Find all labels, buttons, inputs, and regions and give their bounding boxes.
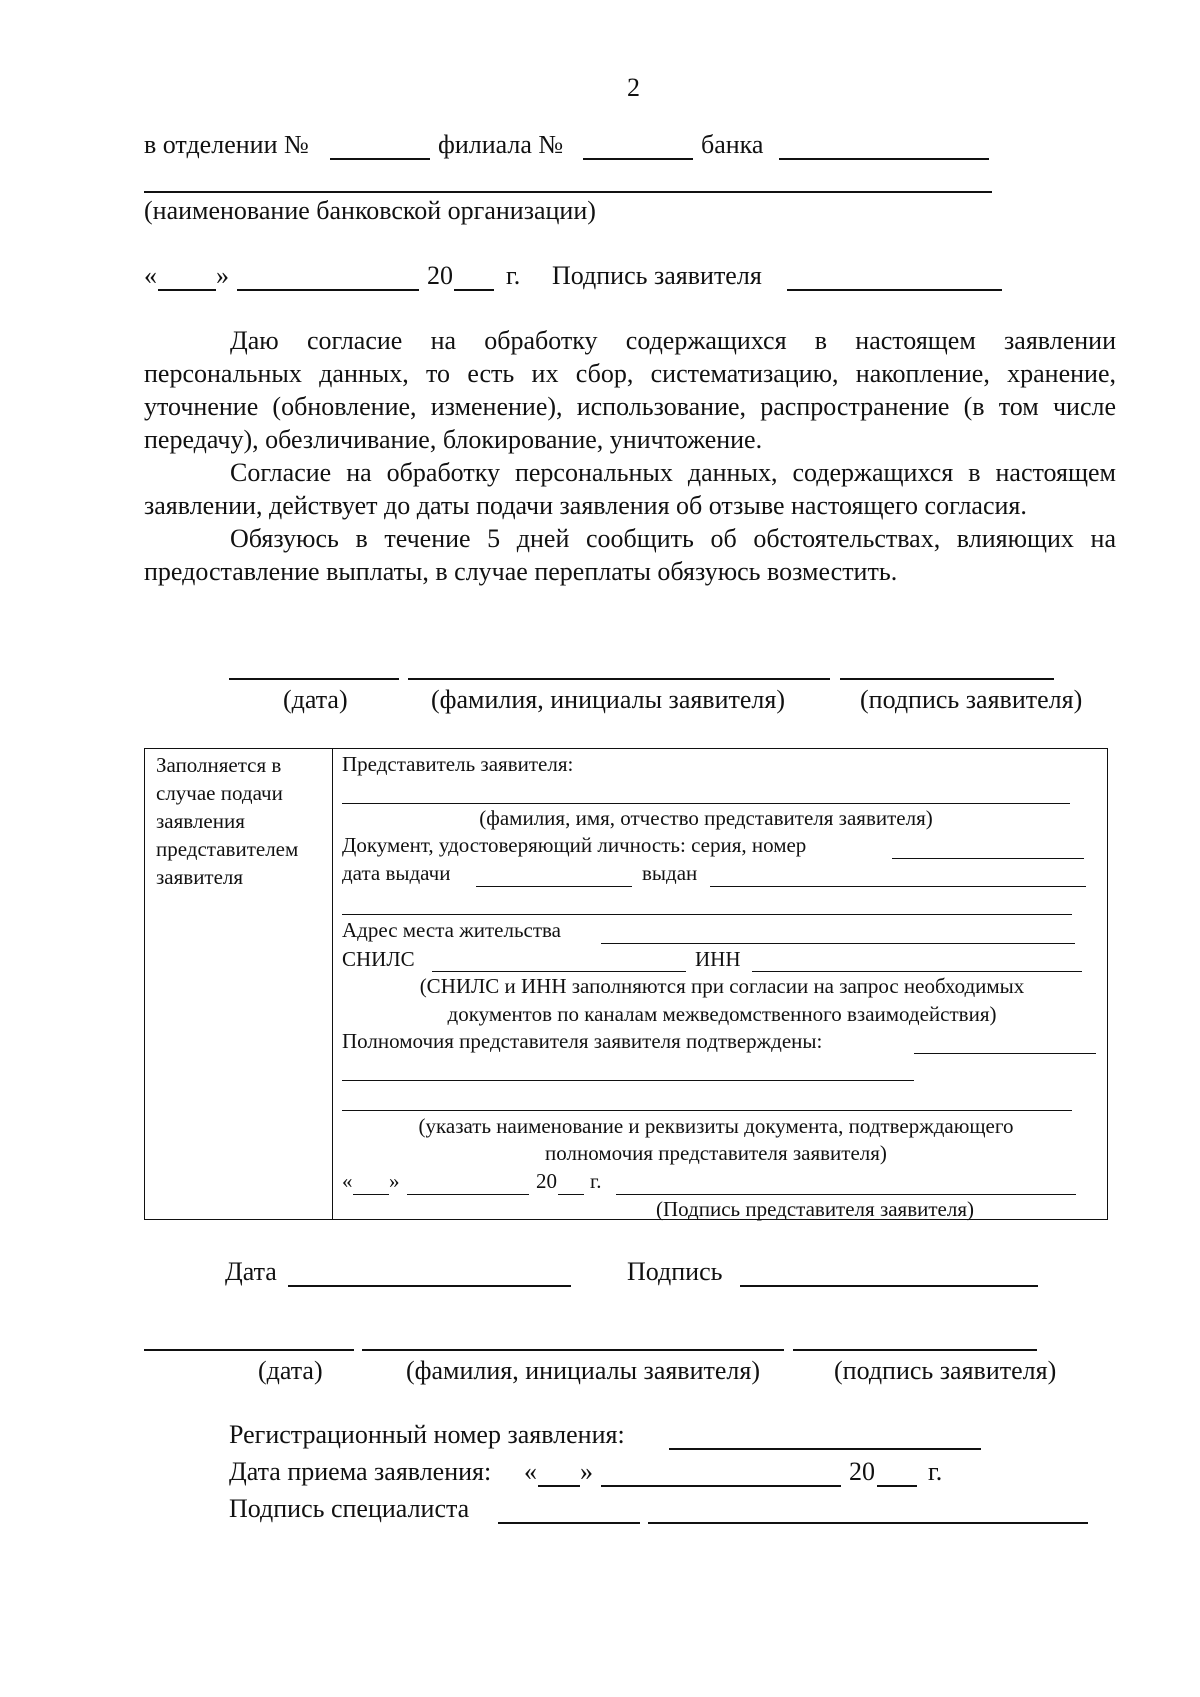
specialist-signature-field[interactable] xyxy=(498,1522,640,1524)
snils-note-line-2: документов по каналам межведомственного взаимодействия) xyxy=(447,1002,997,1026)
box-day-field[interactable] xyxy=(353,1194,389,1195)
box-left-line-5: заявителя xyxy=(156,865,244,889)
doc-caption-line-2: полномочия представителя заявителя) xyxy=(545,1141,887,1165)
receipt-date-label: Дата приема заявления: xyxy=(229,1457,492,1486)
issued-by-label: выдан xyxy=(642,861,698,885)
snils-field[interactable] xyxy=(432,971,686,972)
name-caption-2: (фамилия, инициалы заявителя) xyxy=(406,1356,760,1385)
authority-label: Полномочия представителя заявителя подтверждены: xyxy=(342,1029,823,1053)
bank-organization-caption: (наименование банковской организации) xyxy=(144,196,596,225)
name-line-2[interactable] xyxy=(362,1349,784,1351)
box-year-suffix: г. xyxy=(590,1169,602,1193)
address-label: Адрес места жительства xyxy=(342,918,561,942)
receipt-year-prefix: 20 xyxy=(849,1457,875,1486)
box-year-prefix: 20 xyxy=(536,1169,557,1193)
close-quote: » xyxy=(216,261,229,290)
doc-caption-line-1: (указать наименование и реквизиты документа, подтверждающего xyxy=(418,1114,1014,1138)
inn-label: ИНН xyxy=(695,947,741,971)
signature-label: Подпись xyxy=(627,1257,723,1286)
date-field[interactable] xyxy=(288,1285,571,1287)
issue-date-label: дата выдачи xyxy=(342,861,451,885)
representative-signature-caption: (Подпись представителя заявителя) xyxy=(656,1197,975,1221)
page-number: 2 xyxy=(627,73,640,102)
consent-paragraph-3: Обязуюсь в течение 5 дней сообщить об обстоятельствах, влияющих на предоставление выплаты, в случае переплаты обязуюсь возместить. xyxy=(144,524,1116,586)
filial-number-field[interactable] xyxy=(583,158,693,160)
date-caption-2: (дата) xyxy=(258,1356,323,1385)
snils-note-line-1: (СНИЛС и ИНН заполняются при согласии на запрос необходимых xyxy=(419,974,1025,998)
applicant-signature-field[interactable] xyxy=(787,289,1002,291)
consent-text xyxy=(144,324,1116,588)
receipt-close-quote: » xyxy=(580,1457,593,1486)
name-caption-1: (фамилия, инициалы заявителя) xyxy=(431,685,785,714)
receipt-year-field[interactable] xyxy=(877,1485,917,1487)
branch-number-field[interactable] xyxy=(330,158,430,160)
address-field[interactable] xyxy=(601,943,1075,944)
representative-fio-field[interactable] xyxy=(342,803,1070,804)
box-divider xyxy=(332,749,333,1219)
year-field[interactable] xyxy=(454,289,494,291)
authority-field[interactable] xyxy=(914,1053,1096,1054)
bank-label: банка xyxy=(701,130,764,159)
box-left-label xyxy=(156,751,298,891)
specialist-signature-label: Подпись специалиста xyxy=(229,1494,470,1523)
date-label: Дата xyxy=(225,1257,277,1286)
box-left-line-1: Заполняется в xyxy=(156,753,282,777)
date-line-2[interactable] xyxy=(144,1349,354,1351)
authority-field-2[interactable] xyxy=(342,1080,914,1081)
signature-caption-2: (подпись заявителя) xyxy=(834,1356,1057,1385)
id-document-label: Документ, удостоверяющий личность: серия, номер xyxy=(342,833,807,857)
bank-organization-field[interactable] xyxy=(144,191,992,193)
id-document-field[interactable] xyxy=(892,858,1084,859)
box-close-quote: » xyxy=(389,1169,400,1193)
box-year-field[interactable] xyxy=(558,1194,584,1195)
inn-field[interactable] xyxy=(752,971,1082,972)
receipt-month-field[interactable] xyxy=(601,1485,841,1487)
branch-label: в отделении № xyxy=(144,130,309,159)
consent-paragraph-2: Согласие на обработку персональных данных, содержащихся в настоящем заявлении, действует до даты подачи заявления об отзыве настоящего согласия. xyxy=(144,458,1116,520)
representative-signature-field[interactable] xyxy=(616,1194,1076,1195)
day-field[interactable] xyxy=(158,289,216,291)
signature-line-1[interactable] xyxy=(840,678,1054,680)
box-open-quote: « xyxy=(342,1169,353,1193)
issued-by-field[interactable] xyxy=(710,886,1086,887)
applicant-signature-label: Подпись заявителя xyxy=(552,261,762,290)
year-prefix: 20 xyxy=(427,261,453,290)
receipt-year-suffix: г. xyxy=(928,1457,943,1486)
signature-field[interactable] xyxy=(740,1285,1038,1287)
issued-by-field-2[interactable] xyxy=(342,914,1072,915)
open-quote: « xyxy=(144,261,157,290)
authority-document-field[interactable] xyxy=(342,1110,1072,1111)
signature-line-2[interactable] xyxy=(793,1349,1037,1351)
date-caption-1: (дата) xyxy=(283,685,348,714)
specialist-name-field[interactable] xyxy=(648,1522,1088,1524)
box-month-field[interactable] xyxy=(407,1194,529,1195)
box-left-line-4: представителем xyxy=(156,837,299,861)
representative-fio-caption: (фамилия, имя, отчество представителя заявителя) xyxy=(479,806,933,830)
receipt-open-quote: « xyxy=(524,1457,537,1486)
issue-date-field[interactable] xyxy=(476,886,632,887)
month-field[interactable] xyxy=(237,289,419,291)
receipt-day-field[interactable] xyxy=(538,1485,580,1487)
signature-caption-1: (подпись заявителя) xyxy=(860,685,1083,714)
reg-number-field[interactable] xyxy=(669,1448,981,1450)
box-left-line-3: заявления xyxy=(156,809,245,833)
date-line-1[interactable] xyxy=(229,678,399,680)
bank-name-field[interactable] xyxy=(779,158,989,160)
snils-label: СНИЛС xyxy=(342,947,415,971)
box-left-line-2: случае подачи xyxy=(156,781,283,805)
name-line-1[interactable] xyxy=(408,678,830,680)
filial-label: филиала № xyxy=(438,130,564,159)
representative-title: Представитель заявителя: xyxy=(342,752,574,776)
year-suffix: г. xyxy=(506,261,521,290)
reg-number-label: Регистрационный номер заявления: xyxy=(229,1420,625,1449)
consent-paragraph-1: Даю согласие на обработку содержащихся в настоящем заявлении персональных данных, то есть их сбор, систематизацию, накопление, хранение, уточнение (обновление, изменение), использование, распространение (в том числе передачу), обезличивание, блокирование, уничтожение. xyxy=(144,326,1116,454)
